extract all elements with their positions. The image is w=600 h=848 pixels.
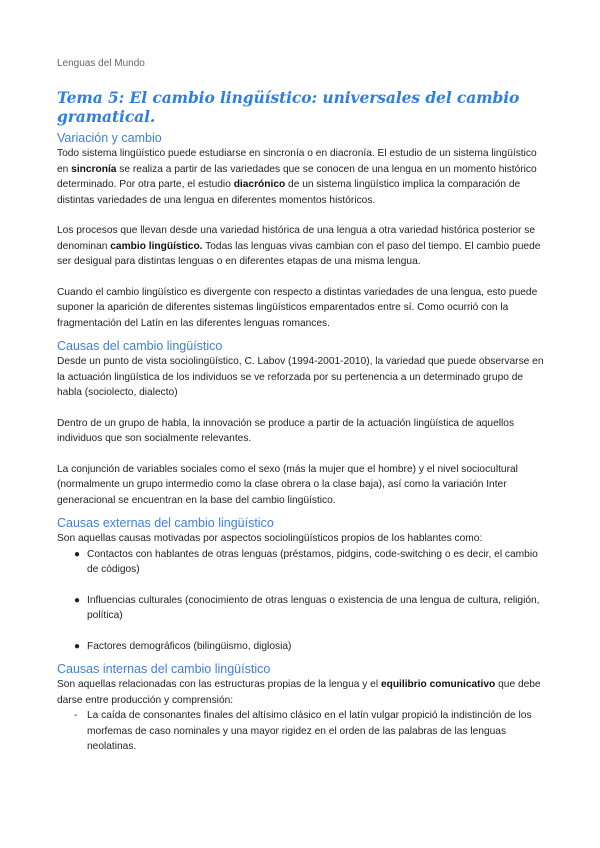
dash-icon: - bbox=[74, 710, 78, 721]
paragraph: La conjunción de variables sociales como el sexo (más la mujer que el hombre) y el nivel sociocultural (normalmente un grupo intermedio como la clase obrera o la clase baja), así como la variación Inter generacional se encuentran en la base del cambio lingüístico. bbox=[57, 463, 518, 506]
bold-term: equilibrio comunicativo bbox=[380, 679, 496, 690]
document-header: Lenguas del Mundo bbox=[57, 58, 145, 69]
bold-term: cambio lingüístico. bbox=[110, 240, 203, 252]
bold-term: sincronía bbox=[71, 163, 117, 175]
bullet-icon: ● bbox=[74, 594, 81, 606]
section-heading-internas: Causas internas del cambio lingüístico bbox=[57, 662, 271, 676]
bullet-icon: ● bbox=[74, 640, 81, 652]
bold-term: diacrónico bbox=[233, 179, 286, 190]
section-heading-causas: Causas del cambio lingüístico bbox=[57, 339, 223, 353]
list-item: ● Influencias culturales (conocimiento de otras lenguas o existencia de una lengua de cultura, religión, política) bbox=[74, 594, 540, 621]
bullet-icon: ● bbox=[74, 548, 81, 560]
document-body bbox=[57, 130, 547, 755]
list-item: ● Contactos con hablantes de otras lenguas (préstamos, pidgins, code-switching o es decir, el cambio de códigos) bbox=[74, 548, 538, 575]
document-title: Tema 5: El cambio lingüístico: universales del cambio gramatical. bbox=[57, 88, 520, 126]
paragraph: Los procesos que llevan desde una variedad histórica de una lengua a otra variedad histórica posterior se denominan cambio lingüístico. Todas las lenguas vivas cambian con el paso del tiempo. El cambio puede ser desigual para distintas lenguas o en diferentes etapas de una misma lengua. bbox=[57, 225, 541, 267]
paragraph: Son aquellas causas motivadas por aspectos sociolingüísticos propios de los hablantes como: bbox=[57, 533, 483, 544]
paragraph: Cuando el cambio lingüístico es divergente con respecto a distintas variedades de una lengua, esto puede suponer la aparición de diferentes sistemas lingüísticos emparentados entre sí. Como ocurrió con la fragmentación del Latín en las diferentes lenguas romances. bbox=[57, 286, 538, 329]
list-item: - La caída de consonantes finales del altísimo clásico en el latín vulgar propició la indistinción de los morfemas de caso nominales y una mayor rigidez en el orden de las palabras de las lenguas neolatinas. bbox=[74, 710, 532, 752]
paragraph: Desde un punto de vista sociolingüístico, C. Labov (1994-2001-2010), la variedad que puede observarse en la actuación lingüística de los individuos se ve reforzada por su pertenencia a un determinado grupo de habla (sociolecto, dialecto) bbox=[57, 356, 544, 398]
paragraph: Son aquellas relacionadas con las estructuras propias de la lengua y el equilibrio comunicativo que debe darse entre producción y comprensión: bbox=[57, 679, 541, 706]
section-heading-externas: Causas externas del cambio lingüístico bbox=[57, 516, 274, 530]
bullet-list bbox=[57, 547, 547, 655]
list-item: ● Factores demográficos (bilingüismo, diglosia) bbox=[57, 639, 547, 655]
paragraph: Dentro de un grupo de habla, la innovación se produce a partir de la actuación lingüística de aquellos individuos que son socialmente relevantes. bbox=[57, 417, 515, 444]
section-heading-variacion: Variación y cambio bbox=[57, 131, 162, 145]
dash-list bbox=[57, 708, 547, 755]
paragraph: Todo sistema lingüístico puede estudiarse en sincronía o en diacronía. El estudio de un sistema lingüístico en sincronía se realiza a partir de las variedades que se conocen de una lengua en un momento histórico determinado. Por otra parte, el estudio diacrónico de un sistema lingüístico implica la comparación de distintas variedades de una lengua en diferentes momentos históricos. bbox=[57, 148, 537, 206]
